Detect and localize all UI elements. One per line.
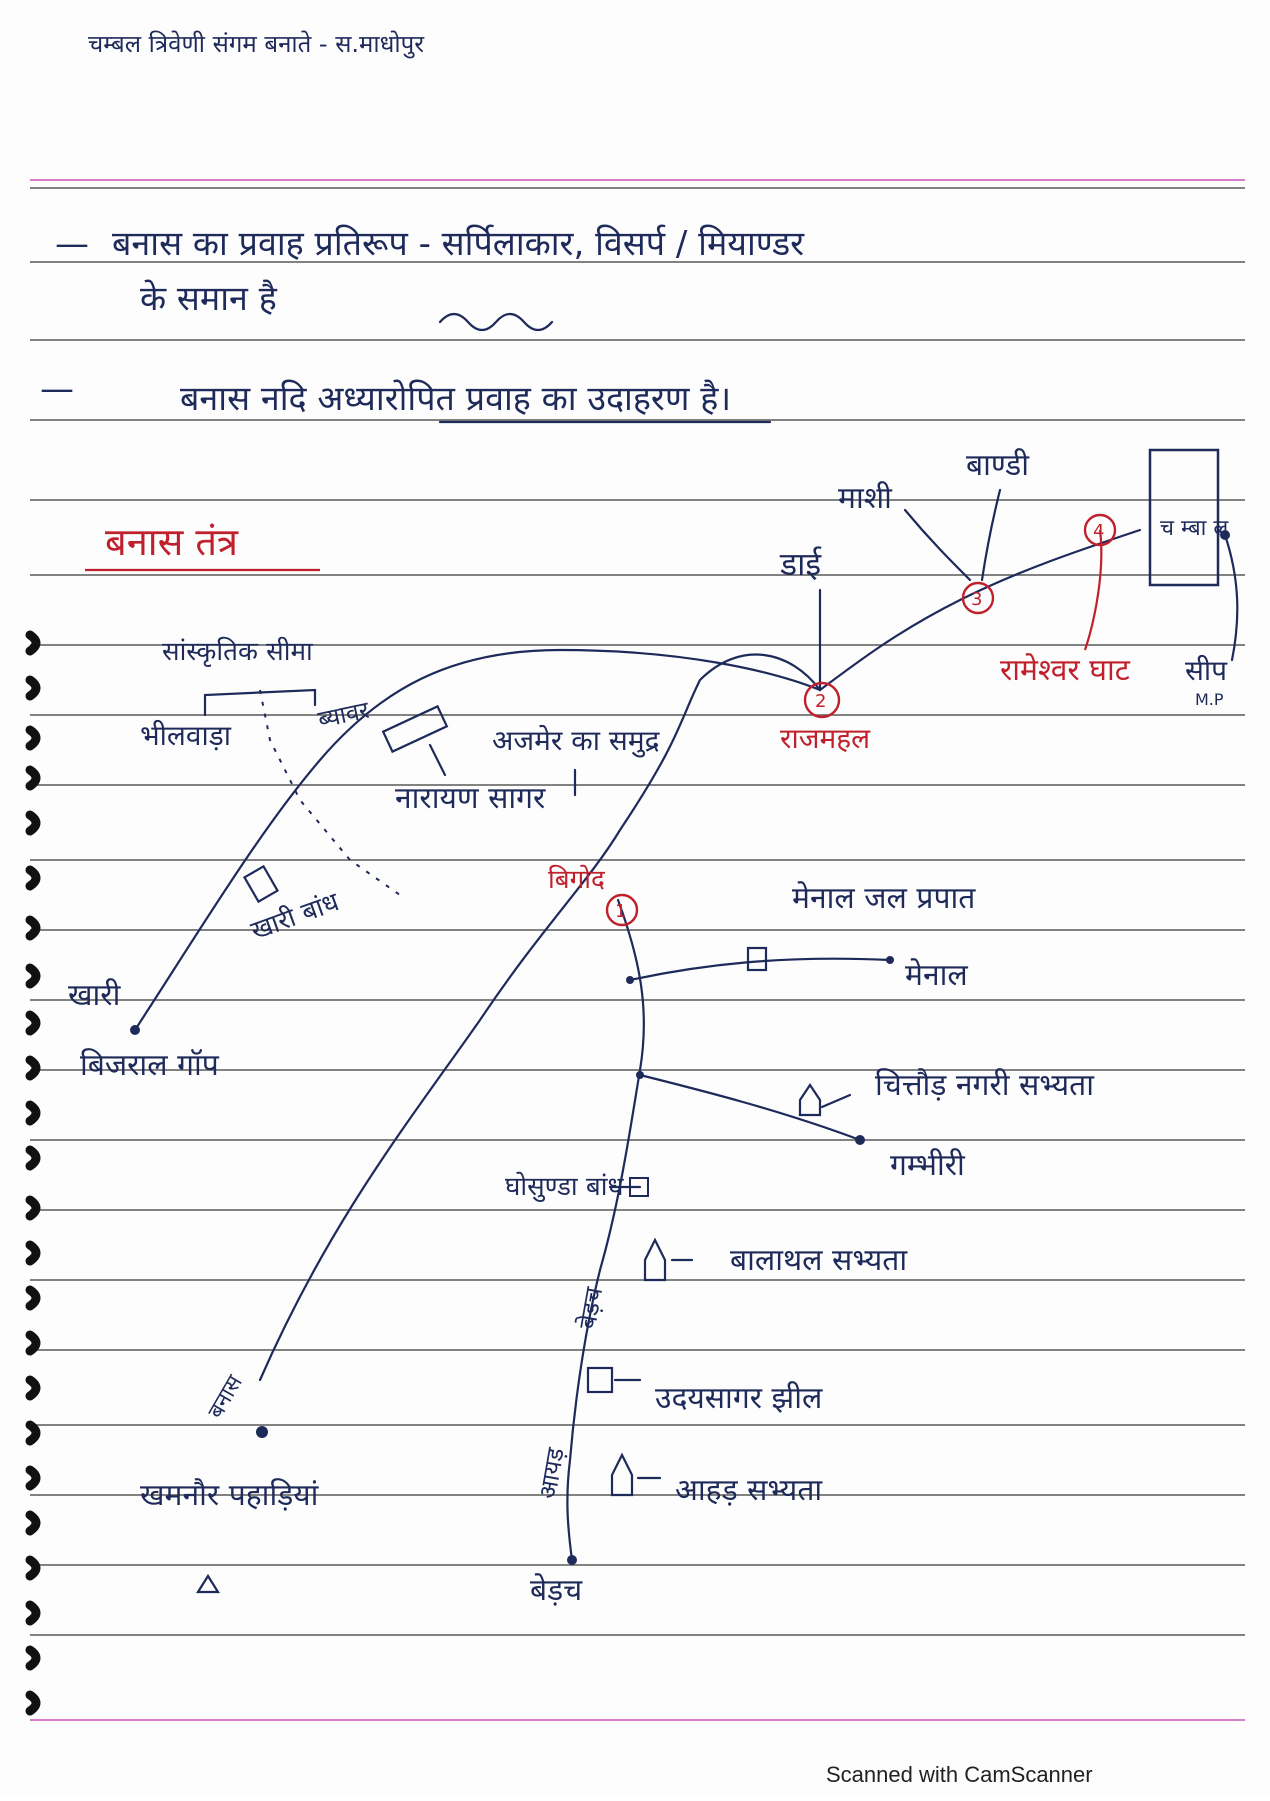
udaysagar-symbol bbox=[588, 1368, 612, 1392]
label-ghosunda-bandh: घोसुण्डा बांध bbox=[505, 1172, 624, 1202]
note-1-continuation: के समान है bbox=[140, 279, 277, 319]
label-bhilwara: भीलवाड़ा bbox=[140, 719, 231, 752]
note-2-text: बनास नदि अध्यारोपित प्रवाह का उदाहरण है। bbox=[180, 379, 732, 419]
label-rajmahal: राजमहल bbox=[780, 722, 871, 755]
label-mp: M.P bbox=[1195, 690, 1224, 709]
meander-squiggle bbox=[440, 314, 552, 330]
label-mashi: माशी bbox=[838, 481, 892, 516]
label-khari-bandh: खारी बांध bbox=[247, 887, 344, 947]
label-ahar: आहड़ सभ्यता bbox=[675, 1473, 823, 1508]
label-berach: बेड़च bbox=[573, 1285, 609, 1332]
berach-river bbox=[567, 900, 644, 1560]
scanner-watermark: Scanned with CamScanner bbox=[826, 1762, 1093, 1787]
khari-bandh-symbol bbox=[244, 866, 277, 901]
banas-river-diagram bbox=[130, 450, 1237, 1592]
diagram-title: बनास तंत्र bbox=[105, 520, 239, 564]
label-chittor-nagri: चित्तौड़ नगरी सभ्यता bbox=[875, 1068, 1095, 1103]
label-berach-end: बेड़च bbox=[530, 1573, 583, 1608]
label-ajmer-samudra: अजमेर का समुद्र bbox=[492, 724, 660, 757]
label-bandi: बाण्डी bbox=[966, 448, 1029, 483]
note-2-dash: — bbox=[40, 369, 74, 409]
label-udaysagar: उदयसागर झील bbox=[655, 1381, 823, 1416]
note-1-text: बनास का प्रवाह प्रतिरूप - सर्पिलाकार, विसर्प / मियाण्डर bbox=[112, 224, 805, 264]
label-menal-jalprapat: मेनाल जल प्रपात bbox=[792, 881, 976, 916]
gambhiri-river bbox=[640, 1075, 860, 1140]
label-ayad: आयड़ bbox=[533, 1445, 570, 1502]
junction-2: 2 bbox=[815, 691, 827, 712]
khari-river bbox=[135, 650, 820, 1030]
khamnor-triangle bbox=[198, 1576, 218, 1592]
spiral-binding bbox=[30, 635, 36, 1711]
seep-river bbox=[1225, 535, 1237, 660]
label-bijrat-gap: बिजराल गॉप bbox=[80, 1048, 219, 1083]
label-balathal: बालाथल सभ्यता bbox=[730, 1243, 908, 1278]
ahar-symbol bbox=[612, 1455, 632, 1495]
narayan-sagar-dam bbox=[383, 706, 447, 751]
label-rameshwar-ghat: रामेश्वर घाट bbox=[1000, 653, 1130, 688]
label-dai: डाई bbox=[780, 545, 822, 583]
balathal-symbol bbox=[645, 1240, 665, 1280]
junction-3: 3 bbox=[971, 589, 983, 610]
label-chambal: च म्बा ल bbox=[1160, 516, 1229, 541]
label-menal: मेनाल bbox=[905, 958, 968, 993]
junction-1: 1 bbox=[615, 901, 627, 922]
label-khamnor: खमनौर पहाड़ियां bbox=[140, 1478, 319, 1513]
header-note: चम्बल त्रिवेणी संगम बनाते - स.माधोपुर bbox=[88, 30, 425, 58]
junction-4: 4 bbox=[1093, 521, 1105, 542]
label-seep: सीप bbox=[1185, 654, 1228, 687]
note-1-dash: — bbox=[55, 224, 89, 264]
menal-dam bbox=[748, 948, 766, 970]
bandi-river bbox=[982, 490, 1000, 580]
label-narayan-sagar: नारायण सागर bbox=[395, 781, 546, 816]
label-banas: बनास bbox=[203, 1371, 248, 1423]
label-bigod: बिगोद bbox=[548, 865, 605, 895]
label-gambhiri: गम्भीरी bbox=[890, 1148, 965, 1183]
label-sanskritik-seema: सांस्कृतिक सीमा bbox=[162, 637, 313, 667]
label-khari: खारी bbox=[68, 978, 121, 1013]
mashi-river bbox=[905, 510, 970, 580]
label-byawar: ब्यावर bbox=[315, 695, 372, 734]
chittor-symbol bbox=[800, 1085, 820, 1115]
